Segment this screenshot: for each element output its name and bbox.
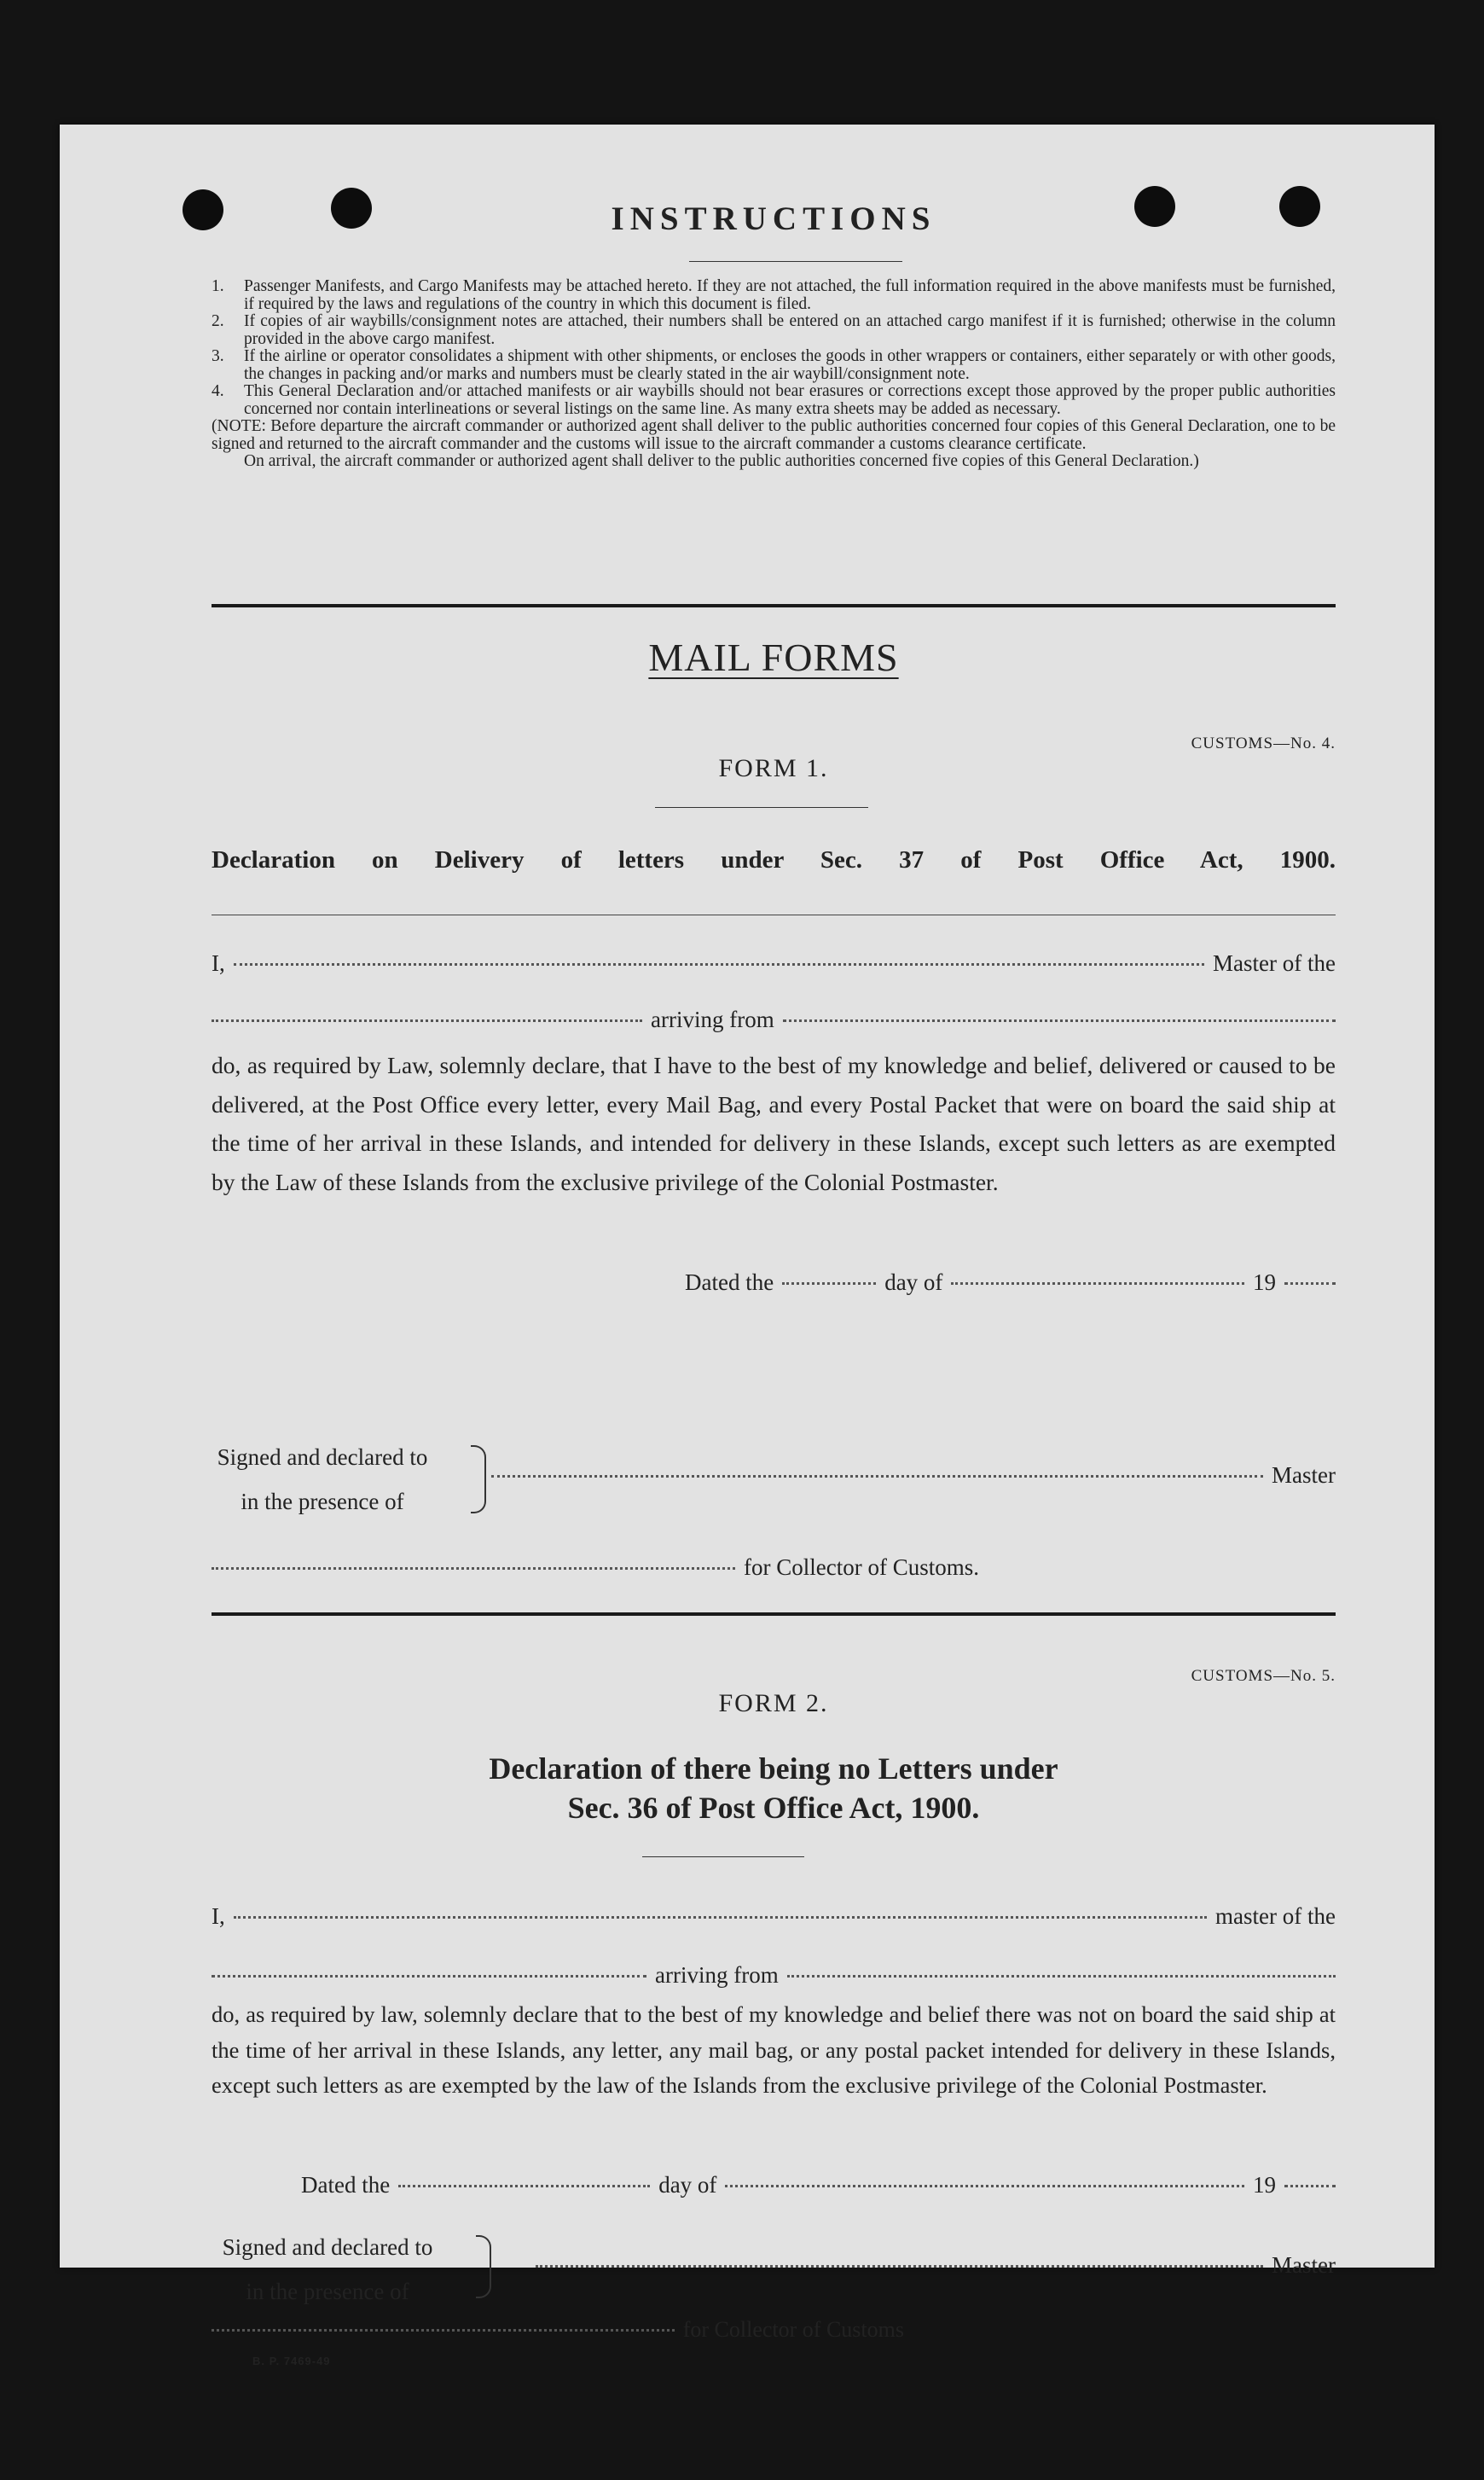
day-field[interactable] [398,2185,650,2187]
instructions-list [212,278,1336,471]
instruction-note: (NOTE: Before departure the aircraft commander or authorized agent shall deliver to the public authorities concerned four copies of this General Declaration, one to be signed and returned to the aircraft commander and the customs will issue to the aircraft commander a customs clearance certificate. [212,417,1336,453]
form2-brace [476,2235,491,2298]
form1-body: do, as required by Law, solemnly declare, that I have to the best of my knowledge and belief, delivered or caused to be delivered, at the Post Office every letter, every Mail Bag, and every Postal Packet that were on board the said ship at the time of her arrival in these Islands, and intended for delivery in these Islands, except such letters as are exempted by the Law of these Islands from the exclusive privilege of the Colonial Postmaster. [212,1052,1336,1195]
form2-signed-block: Signed and declared to in the presence of [222,2234,433,2304]
month-field[interactable] [951,1282,1244,1285]
instruction-item: 3. If the airline or operator consolidates a shipment with other shipments, or encloses the goods in other wrappers or containers, either separately or with other goods, the changes in packing and/or marks and numbers must be clearly stated in the air waybill/consignment note. [212,347,1336,383]
print-code: B. P. 7469-49 [252,2355,331,2367]
master-signature-field[interactable] [536,2265,1263,2268]
instruction-item: 2. If copies of air waybills/consignment notes are attached, their numbers shall be entered on an attached cargo manifest if it is furnished; otherwise in the column provided in the above cargo manifest. [212,312,1336,348]
document-page [60,125,1435,2367]
year-field[interactable] [1284,2185,1336,2187]
title-underline [689,261,902,262]
form2-arriving-line: arriving from [212,1962,1336,1989]
form2-body: do, as required by law, solemnly declare that to the best of my knowledge and belief there was not on board the said ship at the time of her arrival in these Islands, any letter, any mail bag, or any postal packet intended for delivery in these Islands, except such letters as are exempted by the law of the Islands from the exclusive privilege of the Colonial Postmaster. [212,2001,1336,2098]
arriving-from-field[interactable] [787,1975,1336,1978]
master-name-field[interactable] [234,1916,1207,1919]
form2-master-sign-line: Master [536,2252,1336,2279]
form2-master-line: I, master of the [212,1903,1336,1929]
mail-forms-title: MAIL FORMS [648,636,899,679]
instruction-item: 4. This General Declaration and/or attached manifests or air waybills should not bear erasures or corrections except those approved by the proper public authorities concerned nor contain interlineations or several listings on the same line. As many extra sheets may be added as necessary. [212,382,1336,418]
master-name-field[interactable] [234,963,1204,966]
collector-signature-field[interactable] [212,2329,675,2332]
section-divider [212,604,1336,607]
form1-brace [471,1445,486,1513]
form2-dated-line: Dated the day of 19 [301,2172,1336,2198]
form1-arriving-line: arriving from [212,1007,1336,1033]
form1-label-rule [655,807,868,808]
form1-signed-block: Signed and declared to in the presence of [217,1444,428,1514]
form2-customs-ref: CUSTOMS—No. 5. [1191,1667,1336,1685]
instruction-item: 1. Passenger Manifests, and Cargo Manifests may be attached hereto. If they are not attached, the full information required in the above manifests must be furnished, if required by the laws and regulations of the country in which this document is filed. [212,277,1336,313]
day-field[interactable] [782,1282,876,1285]
instruction-note-arrival: On arrival, the aircraft commander or authorized agent shall deliver to the public authorities concerned five copies of this General Declaration.) [244,452,1199,470]
form1-customs-ref: CUSTOMS—No. 4. [1191,735,1336,752]
form2-title-rule [642,1856,804,1857]
form1-declaration-title: Declaration on Delivery of letters under Sec. 37 of Post Office Act, 1900. [212,846,1336,874]
form2-label: FORM 2. [718,1689,829,1717]
form2-collector-line: for Collector of Customs [212,2317,904,2343]
master-signature-field[interactable] [491,1475,1263,1478]
year-field[interactable] [1284,1282,1336,1285]
arriving-from-field[interactable] [783,1019,1336,1022]
form1-collector-line: for Collector of Customs. [212,1554,979,1581]
form2-declaration-title: Declaration of there being no Letters under Sec. 36 of Post Office Act, 1900. [489,1751,1058,1825]
instructions-title: INSTRUCTIONS [611,200,936,237]
collector-signature-field[interactable] [212,1567,735,1570]
form1-master-sign-line: Master [491,1462,1336,1489]
month-field[interactable] [725,2185,1244,2187]
form1-master-line: I, Master of the [212,950,1336,976]
form1-label: FORM 1. [718,754,829,782]
ship-name-field[interactable] [212,1975,646,1978]
ship-name-field[interactable] [212,1019,642,1022]
form-divider [212,1612,1336,1616]
form1-dated-line: Dated the day of 19 [685,1269,1336,1296]
